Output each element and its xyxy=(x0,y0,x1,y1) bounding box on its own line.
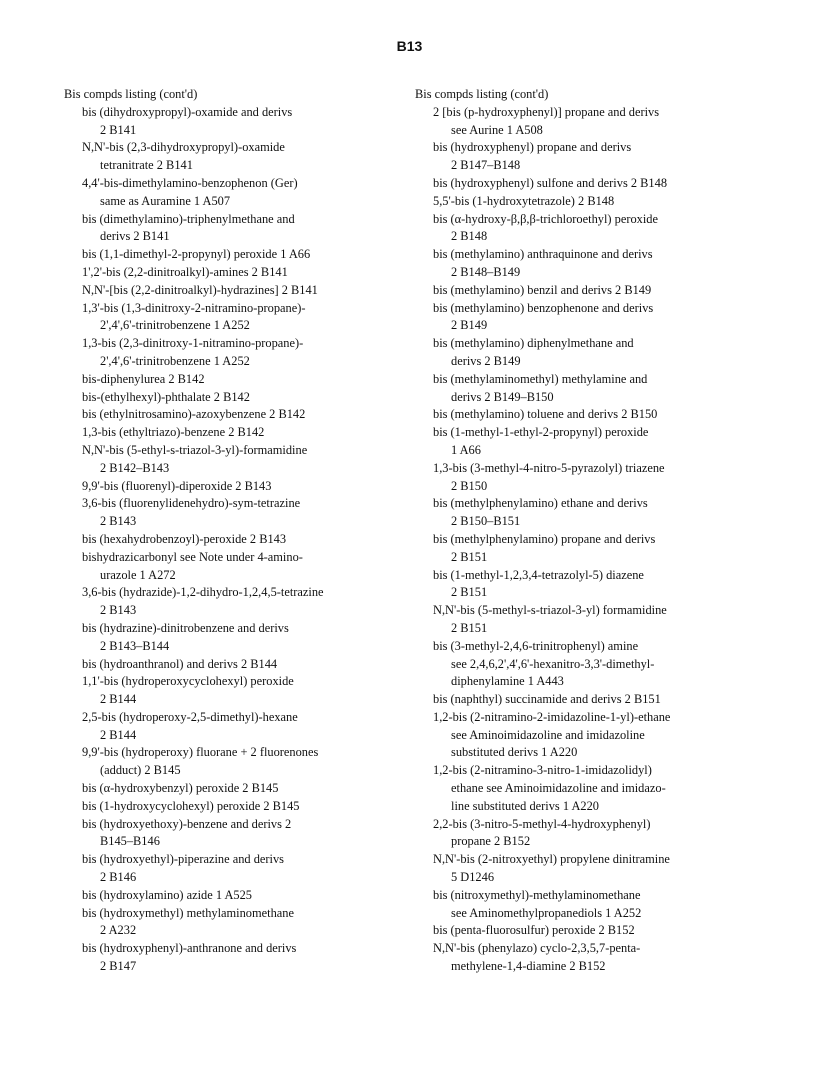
index-entry: bis (3-methyl-2,4,6-trinitrophenyl) amine see 2,4,6,2',4',6'-hexanitro-3,3'-dimethyl- diphenylamine 1 A443 xyxy=(433,638,655,689)
index-entry: bis (methylphenylamino) propane and derivs 2 B151 xyxy=(433,531,656,564)
index-entry: bis (1-hydroxycyclohexyl) peroxide 2 B145 xyxy=(82,798,300,813)
index-entry: bis-(ethylhexyl)-phthalate 2 B142 xyxy=(82,389,250,404)
page-number: B13 xyxy=(396,38,423,54)
index-entry: bis (hexahydrobenzoyl)-peroxide 2 B143 xyxy=(82,531,287,546)
index-entry: 4,4'-bis-dimethylamino-benzophenon (Ger) same as Auramine 1 A507 xyxy=(82,175,298,208)
index-entry: bis (hydroxyphenyl) sulfone and derivs 2 B148 xyxy=(433,175,668,190)
index-entry: bis (methylaminomethyl) methylamine and derivs 2 B149–B150 xyxy=(433,371,648,404)
index-entry: bis (hydroxyethoxy)-benzene and derivs 2 B145–B146 xyxy=(82,816,292,849)
index-entry: bis (methylamino) toluene and derivs 2 B150 xyxy=(433,407,658,422)
index-entry: 1,3'-bis (1,3-dinitroxy-2-nitramino-propane)- 2',4',6'-trinitrobenzene 1 A252 xyxy=(82,300,306,333)
index-entry: bis (methylphenylamino) ethane and derivs 2 B150–B151 xyxy=(433,496,648,529)
index-entry: bis (hydroxyphenyl) propane and derivs 2 B147–B148 xyxy=(433,140,632,173)
index-entry: bis (methylamino) benzil and derivs 2 B149 xyxy=(433,282,652,297)
index-entry: N,N'-bis (5-methyl-s-triazol-3-yl) formamidine 2 B151 xyxy=(433,603,667,635)
index-entry: N,N'-bis (2,3-dihydroxypropyl)-oxamide tetranitrate 2 B141 xyxy=(82,140,285,173)
index-entry: 2 [bis (p-hydroxyphenyl)] propane and derivs see Aurine 1 A508 xyxy=(433,104,660,137)
index-entry: 9,9'-bis (fluorenyl)-diperoxide 2 B143 xyxy=(82,478,272,493)
index-entry: bis (α-hydroxybenzyl) peroxide 2 B145 xyxy=(82,781,279,796)
index-entry: bis (1,1-dimethyl-2-propynyl) peroxide 1 A66 xyxy=(82,247,311,262)
index-entry: bis (naphthyl) succinamide and derivs 2 B151 xyxy=(433,692,661,707)
right-column xyxy=(415,86,745,976)
index-entry: 3,6-bis (hydrazide)-1,2-dihydro-1,2,4,5-tetrazine 2 B143 xyxy=(82,585,324,618)
left-entry-list xyxy=(64,104,394,976)
right-entry-list xyxy=(415,104,745,976)
index-entry: 1,1'-bis (hydroperoxycyclohexyl) peroxide 2 B144 xyxy=(82,674,294,707)
index-entry: 2,5-bis (hydroperoxy-2,5-dimethyl)-hexane 2 B144 xyxy=(82,709,298,742)
index-entry: bis (hydroxyphenyl)-anthranone and derivs 2 B147 xyxy=(82,941,297,974)
index-entry: bis (ethylnitrosamino)-azoxybenzene 2 B142 xyxy=(82,407,306,422)
index-entry: bis (dimethylamino)-triphenylmethane and derivs 2 B141 xyxy=(82,211,295,244)
right-column-title: Bis compds listing (cont'd) xyxy=(415,87,549,101)
index-entry: bis (nitroxymethyl)-methylaminomethane see Aminomethylpropanediols 1 A252 xyxy=(433,887,642,920)
index-entry: N,N'-bis (phenylazo) cyclo-2,3,5,7-penta- methylene-1,4-diamine 2 B152 xyxy=(433,941,641,974)
left-column-title: Bis compds listing (cont'd) xyxy=(64,87,198,101)
index-entry: bis (hydroxylamino) azide 1 A525 xyxy=(82,887,252,902)
index-entry: 3,6-bis (fluorenylidenehydro)-sym-tetrazine 2 B143 xyxy=(82,496,301,529)
left-column xyxy=(64,86,394,976)
index-entry: 1,2-bis (2-nitramino-3-nitro-1-imidazolidyl) ethane see Aminoimidazoline and imidazo- line substituted derivs 1 A220 xyxy=(433,763,666,813)
index-entry: bis (methylamino) anthraquinone and derivs 2 B148–B149 xyxy=(433,247,653,279)
index-entry: 9,9'-bis (hydroperoxy) fluorane + 2 fluorenones (adduct) 2 B145 xyxy=(82,745,319,778)
index-entry: bis (α-hydroxy-β,β,β-trichloroethyl) peroxide 2 B148 xyxy=(433,211,658,244)
index-entry: 1,2-bis (2-nitramino-2-imidazoline-1-yl)-ethane see Aminoimidazoline and imidazoline substituted derivs 1 A220 xyxy=(433,709,671,760)
index-entry: 1,3-bis (3-methyl-4-nitro-5-pyrazolyl) triazene 2 B150 xyxy=(433,460,665,493)
index-entry: bis (1-methyl-1,2,3,4-tetrazolyl-5) diazene 2 B151 xyxy=(433,567,644,600)
index-entry: N,N'-bis (2-nitroxyethyl) propylene dinitramine 5 D1246 xyxy=(433,852,670,885)
index-entry: N,N'-bis (5-ethyl-s-triazol-3-yl)-formamidine 2 B142–B143 xyxy=(82,442,308,475)
index-entry: bis (methylamino) diphenylmethane and derivs 2 B149 xyxy=(433,336,634,368)
index-entry: bis (dihydroxypropyl)-oxamide and derivs 2 B141 xyxy=(82,104,293,137)
index-entry: N,N'-[bis (2,2-dinitroalkyl)-hydrazines] 2 B141 xyxy=(82,282,318,297)
index-entry: 1',2'-bis (2,2-dinitroalkyl)-amines 2 B141 xyxy=(82,264,288,279)
index-entry: bis (hydrazine)-dinitrobenzene and derivs 2 B143–B144 xyxy=(82,620,289,653)
index-entry: 1,3-bis (ethyltriazo)-benzene 2 B142 xyxy=(82,425,265,440)
index-entry: bis (penta-fluorosulfur) peroxide 2 B152 xyxy=(433,923,635,938)
index-entry: bis (1-methyl-1-ethyl-2-propynyl) peroxide 1 A66 xyxy=(433,425,649,457)
index-entry: 5,5'-bis (1-hydroxytetrazole) 2 B148 xyxy=(433,193,615,208)
index-entry: bis (hydroxyethyl)-piperazine and derivs 2 B146 xyxy=(82,852,284,885)
index-entry: 1,3-bis (2,3-dinitroxy-1-nitramino-propane)- 2',4',6'-trinitrobenzene 1 A252 xyxy=(82,336,304,368)
index-entry: bis-diphenylurea 2 B142 xyxy=(82,371,205,386)
index-entry: bis (methylamino) benzophenone and derivs 2 B149 xyxy=(433,300,654,333)
index-entry: 2,2-bis (3-nitro-5-methyl-4-hydroxyphenyl) propane 2 B152 xyxy=(433,816,651,849)
index-entry: bishydrazicarbonyl see Note under 4-amino- urazole 1 A272 xyxy=(82,549,303,582)
index-entry: bis (hydroanthranol) and derivs 2 B144 xyxy=(82,656,278,671)
index-entry: bis (hydroxymethyl) methylaminomethane 2 A232 xyxy=(82,905,294,938)
